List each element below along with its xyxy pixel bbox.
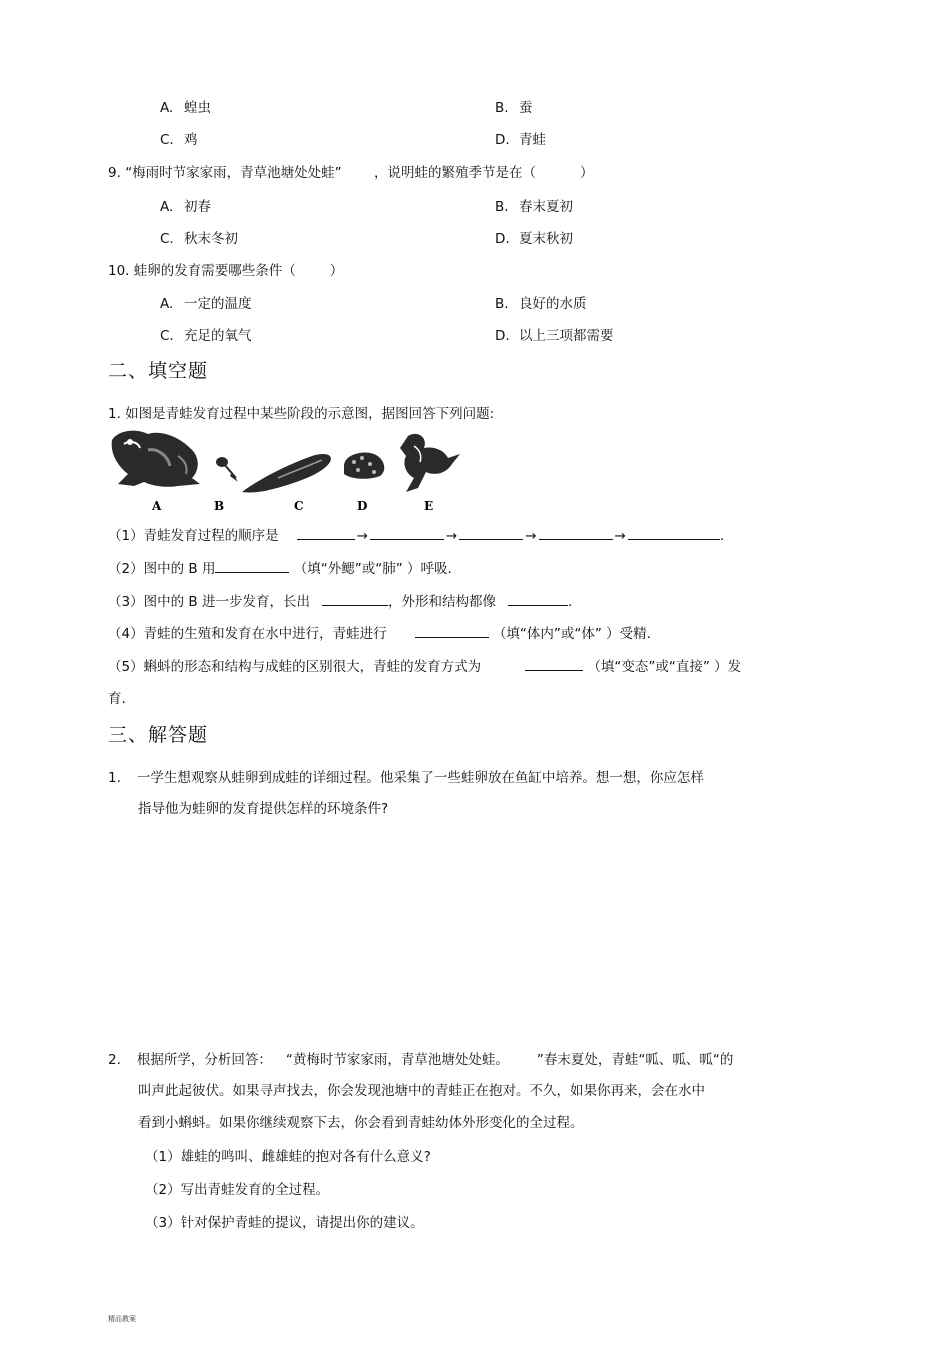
frog-adult-image [112, 431, 200, 487]
answer-blank[interactable] [370, 525, 444, 540]
s3-q2-sub1: （1）雄蛙的鸣叫、雌雄蛙的抱对各有什么意义? [145, 1149, 431, 1165]
q10-option-c: C. 充足的氧气 [160, 328, 252, 344]
s3-q2-sub2: （2）写出青蛙发育的全过程。 [145, 1182, 330, 1198]
s2-q1-stem: 1. 如图是青蛙发育过程中某些阶段的示意图，据图回答下列问题: [108, 406, 495, 422]
q10-option-b: B. 良好的水质 [495, 296, 587, 312]
egg-mass-image [344, 453, 384, 479]
tadpole-gills-image [216, 457, 238, 482]
q8-option-b: B. 蚕 [495, 100, 533, 116]
q8-option-a: A. 蝗虫 [160, 100, 211, 116]
s2-sub4: （4）青蛙的生殖和发育在水中进行，青蛙进行 （填“体内”或“体” ）受精. [108, 622, 651, 642]
s3-q1-line2: 指导他为蛙卵的发育提供怎样的环境条件? [138, 801, 389, 817]
figure-label-c: C [294, 499, 304, 513]
answer-blank[interactable] [297, 525, 355, 540]
q9-stem: 9. “梅雨时节家家雨，青草池塘处处蛙” ，说明蛙的繁殖季节是在（ ） [108, 165, 594, 181]
q9-option-c: C. 秋末冬初 [160, 231, 238, 247]
s3-q2-line2: 叫声此起彼伏。如果寻声找去，你会发现池塘中的青蛙正在抱对。不久，如果你再来，会在水中 [138, 1083, 705, 1099]
s2-sub5: （5）蝌蚪的形态和结构与成蛙的区别很大，青蛙的发育方式为 （填“变态”或“直接” ）发 [108, 655, 741, 675]
q10-option-a: A. 一定的温度 [160, 296, 252, 312]
answer-blank[interactable] [508, 591, 568, 606]
q8-option-c: C. 鸡 [160, 132, 198, 148]
page-footer: 精品教案 [108, 1315, 136, 1323]
answer-blank[interactable] [415, 623, 489, 638]
q9-option-a: A. 初春 [160, 199, 211, 215]
s2-sub2: （2）图中的 B 用 （填“外鳃”或“肺” ）呼吸. [108, 557, 452, 577]
figure-label-a: A [152, 499, 162, 513]
s3-q2-line1: 2. 根据所学，分析回答： “黄梅时节家家雨，青草池塘处处蛙。 ”春末夏处，青蛙“呱、呱、呱“的 [108, 1052, 734, 1068]
s3-q2-line3: 看到小蝌蚪。如果你继续观察下去，你会看到青蛙幼体外形变化的全过程。 [138, 1115, 584, 1131]
answer-blank[interactable] [525, 656, 583, 671]
q8-option-d: D. 青蛙 [495, 132, 546, 148]
q9-option-b: B. 春末夏初 [495, 199, 573, 215]
frog-development-figure [108, 426, 468, 516]
answer-blank[interactable] [539, 525, 613, 540]
s2-sub3: （3）图中的 B 进一步发育，长出 ，外形和结构都像 . [108, 590, 572, 610]
section-2-title: 二、填空题 [108, 360, 209, 382]
answer-blank[interactable] [628, 525, 720, 540]
s2-sub1: （1）青蛙发育过程的顺序是 → → → → . [108, 524, 724, 544]
q9-option-d: D. 夏末秋初 [495, 231, 573, 247]
answer-blank[interactable] [459, 525, 523, 540]
q10-stem: 10. 蛙卵的发育需要哪些条件（ ） [108, 263, 344, 279]
figure-label-d: D [357, 499, 368, 513]
answer-blank[interactable] [322, 591, 388, 606]
answer-blank[interactable] [215, 558, 289, 573]
young-frog-image [400, 434, 460, 492]
figure-label-b: B [214, 499, 225, 513]
figure-label-e: E [424, 499, 434, 513]
q10-option-d: D. 以上三项都需要 [495, 328, 614, 344]
s2-sub5-cont: 育. [108, 691, 126, 707]
section-3-title: 三、解答题 [108, 724, 209, 746]
s3-q2-sub3: （3）针对保护青蛙的提议，请提出你的建议。 [145, 1215, 424, 1231]
tadpole-image [242, 454, 331, 493]
s3-q1-line1: 1. 一学生想观察从蛙卵到成蛙的详细过程。他采集了一些蛙卵放在鱼缸中培养。想一想，你应怎样 [108, 770, 704, 786]
